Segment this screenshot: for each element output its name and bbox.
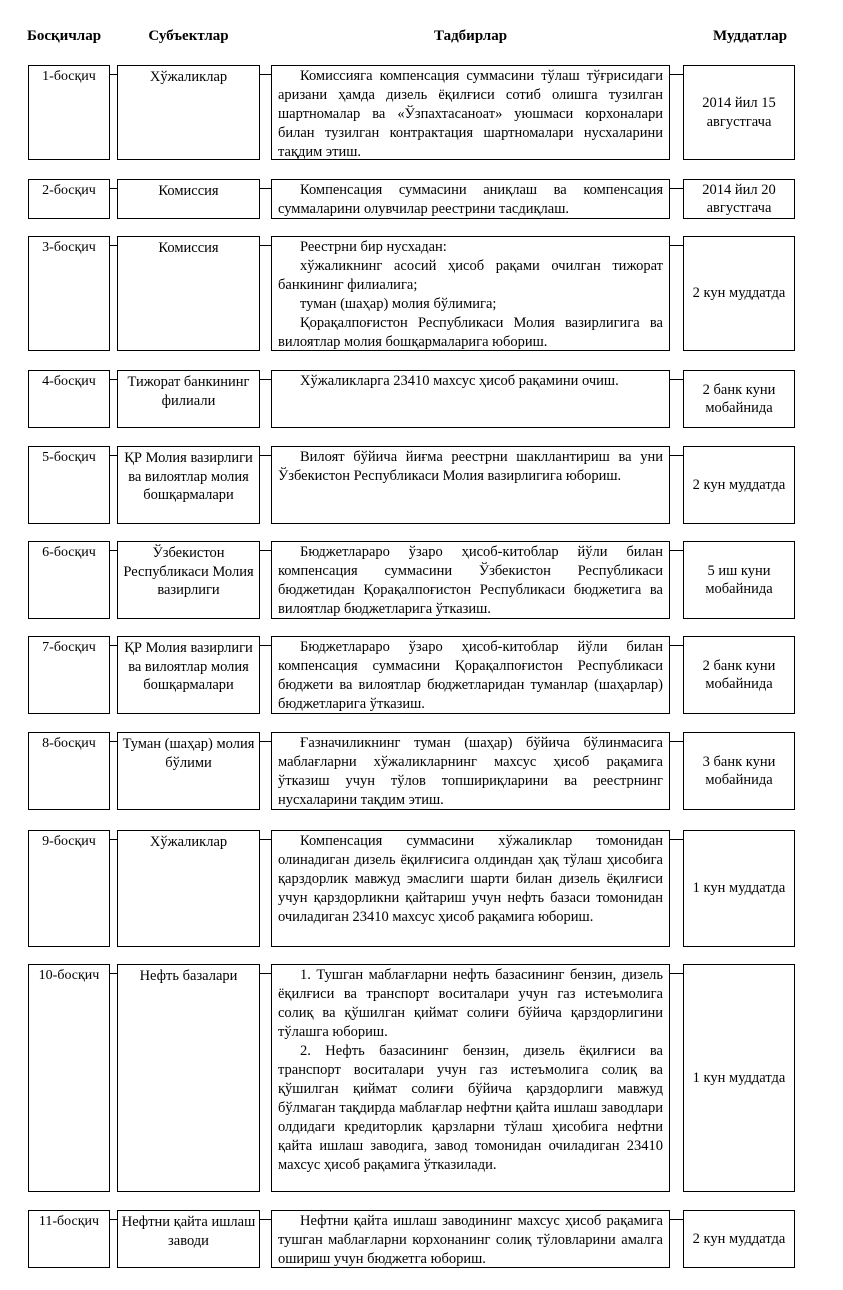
action-cell: Бюджетлараро ўзаро ҳисоб-китоблар йўли билан компенсация суммасини Ўзбекистон Республикаси бюджетидан Қорақалпоғистон Республикаси бюджетига ва вилоятлар бюджетларига ўтказиш.: [271, 541, 670, 619]
stage-cell: 2-босқич: [28, 179, 110, 219]
action-cell: Бюджетлараро ўзаро ҳисоб-китоблар йўли билан компенсация суммасини Қорақалпоғистон Республикаси бюджети ва вилоятлар бюджетларидан туманлар (шаҳарлар) бюджетларига ўтказиш.: [271, 636, 670, 714]
table-row: [0, 964, 843, 1192]
header-actions: Тадбирлар: [433, 28, 508, 44]
subject-cell: Нефть базалари: [117, 964, 260, 1192]
term-cell: 5 иш куни мобайнида: [683, 541, 795, 619]
term-cell: 1 кун муддатда: [683, 964, 795, 1192]
header-terms: Муддатлар: [713, 28, 788, 44]
table-row: [0, 830, 843, 947]
subject-cell: Комиссия: [117, 179, 260, 219]
subject-cell: Туман (шаҳар) молия бўлими: [117, 732, 260, 810]
subject-cell: Тижорат банкининг филиали: [117, 370, 260, 428]
header-subjects: Субъектлар: [148, 28, 229, 44]
table-row: [0, 65, 843, 160]
stage-cell: 4-босқич: [28, 370, 110, 428]
subject-cell: ҚР Молия вазирлиги ва вилоятлар молия бошқармалари: [117, 636, 260, 714]
table-row: [0, 179, 843, 219]
term-cell: 2 банк куни мобайнида: [683, 370, 795, 428]
action-cell: Нефтни қайта ишлаш заводининг махсус ҳисоб рақамига тушган маблағларни корхонанинг солиқ тўловларини амалга ошириш учун бюджетга юбориш.: [271, 1210, 670, 1268]
term-cell: 2014 йил 20 августгача: [683, 179, 795, 219]
term-cell: 2 банк куни мобайнида: [683, 636, 795, 714]
subject-cell: Нефтни қайта ишлаш заводи: [117, 1210, 260, 1268]
stage-cell: 5-босқич: [28, 446, 110, 524]
term-cell: 2 кун муддатда: [683, 446, 795, 524]
stage-cell: 8-босқич: [28, 732, 110, 810]
action-cell: Вилоят бўйича йиғма реестрни шакллантириш ва уни Ўзбекистон Республикаси Молия вазирлигига юбориш.: [271, 446, 670, 524]
subject-cell: ҚР Молия вазирлиги ва вилоятлар молия бошқармалари: [117, 446, 260, 524]
stage-cell: 1-босқич: [28, 65, 110, 160]
action-cell: Ғазначиликнинг туман (шаҳар) бўйича бўлинмасига маблағларни хўжаликларнинг махсус ҳисоб рақамига ўтказиш учун тўлов топшириқларини ва реестрнинг нусхаларини тақдим этиш.: [271, 732, 670, 810]
action-cell: Компенсация суммасини аниқлаш ва компенсация суммаларини олувчилар реестрини тасдиқлаш.: [271, 179, 670, 219]
term-cell: 3 банк куни мобайнида: [683, 732, 795, 810]
table-row: [0, 236, 843, 351]
stage-cell: 3-босқич: [28, 236, 110, 351]
term-cell: 2 кун муддатда: [683, 1210, 795, 1268]
term-cell: 2 кун муддатда: [683, 236, 795, 351]
subject-cell: Хўжаликлар: [117, 65, 260, 160]
action-cell: Реестрни бир нусхадан: хўжаликнинг асосий ҳисоб рақами очилган тижорат банкининг филиалига; туман (шаҳар) молия бўлимига; Қорақалпоғистон Республикаси Молия вазирлигига ва вилоятлар молия бошқармаларига юбориш.: [271, 236, 670, 351]
table-row: [0, 636, 843, 714]
action-cell: 1. Тушган маблағларни нефть базасининг бензин, дизель ёқилғиси ва транспорт воситалари учун газ истеъмолига солиқ ва қўшилган қиймат солиғи бўйича қарздорлигини тўлашга юбориш. 2. Нефть базасининг бензин, дизель ёқилғиси ва транспорт воситалари учун газ истеъмолига солиқ ва қўшилган қиймат солиғи бўйича қарздорлиги мавжуд бўлмаган тақдирда маблағлар нефтни қайта ишлаш заводлари олдидаги кредиторлик қарзларни тўлаш ҳисобига нефтни қайта ишлаш заводига, завод томонидан очиладиган 23410 махсус ҳисоб рақамига ўтказилади.: [271, 964, 670, 1192]
table-row: [0, 1210, 843, 1268]
stage-cell: 6-босқич: [28, 541, 110, 619]
subject-cell: Ўзбекистон Республикаси Молия вазирлиги: [117, 541, 260, 619]
term-cell: 1 кун муддатда: [683, 830, 795, 947]
term-cell: 2014 йил 15 августгача: [683, 65, 795, 160]
stage-cell: 10-босқич: [28, 964, 110, 1192]
action-cell: Компенсация суммасини хўжаликлар томонидан олинадиган дизель ёқилғисига олдиндан ҳақ тўлаш ҳисобига қарздорлик мавжуд эмаслиги шарти билан дизель ёқилғиси учун қарздорликни қайтариш учун нефть базаси томонидан очиладиган 23410 махсус ҳисоб рақамига юбориш.: [271, 830, 670, 947]
action-cell: Хўжаликларга 23410 махсус ҳисоб рақамини очиш.: [271, 370, 670, 428]
subject-cell: Хўжаликлар: [117, 830, 260, 947]
table-row: [0, 370, 843, 428]
action-cell: Комиссияга компенсация суммасини тўлаш тўғрисидаги аризани ҳамда дизель ёқилғиси сотиб олишга тузилган шартномалар ва «Ўзпахтасаноат» уюшмаси корхоналари билан тузилган контрактация шартномалари нусхаларини тақдим этиш.: [271, 65, 670, 160]
table-row: [0, 541, 843, 619]
header-stages: Босқичлар: [26, 28, 102, 44]
stage-cell: 7-босқич: [28, 636, 110, 714]
table-row: [0, 446, 843, 524]
subject-cell: Комиссия: [117, 236, 260, 351]
stage-cell: 9-босқич: [28, 830, 110, 947]
table-row: [0, 732, 843, 810]
stage-cell: 11-босқич: [28, 1210, 110, 1268]
